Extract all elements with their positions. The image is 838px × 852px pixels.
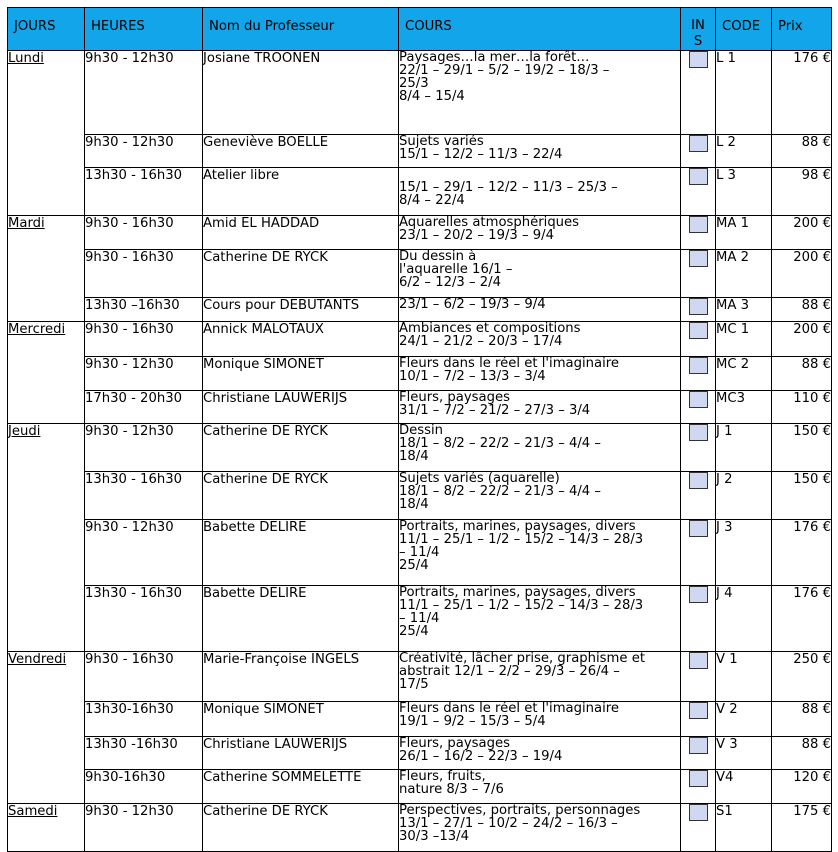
course-cell: [399, 168, 681, 216]
table-row: [8, 298, 832, 322]
course-cell: [399, 804, 681, 852]
course-cell: [399, 357, 681, 391]
inscription-checkbox[interactable]: [689, 357, 708, 374]
price-cell: 176 €: [772, 520, 832, 586]
teacher-cell: Catherine DE RYCK: [203, 472, 399, 520]
hours-cell: 9h30 - 12h30: [85, 357, 203, 391]
course-line: Fleurs dans le réel et l'imaginaire: [399, 701, 620, 716]
header-code: CODE: [716, 8, 772, 51]
course-line: 11/1 – 25/1 – 1/2 – 15/2 – 14/3 – 28/3: [399, 532, 644, 547]
price-cell: 200 €: [772, 216, 832, 250]
table-row: [8, 702, 832, 737]
hours-cell: 9h30 - 16h30: [85, 250, 203, 298]
course-line: 10/1 – 7/2 – 13/3 – 3/4: [399, 369, 546, 384]
table-row: [8, 51, 832, 135]
hours-cell: 9h30 - 16h30: [85, 216, 203, 250]
course-cell: [399, 737, 681, 770]
price-cell: 175 €: [772, 804, 832, 852]
course-line: 15/1 – 12/2 – 11/3 – 22/4: [399, 147, 563, 162]
teacher-cell: Babette DELIRE: [203, 520, 399, 586]
hours-cell: 9h30 - 16h30: [85, 322, 203, 357]
inscription-cell: [681, 298, 716, 322]
inscription-cell: [681, 250, 716, 298]
course-line: nature 8/3 – 7/6: [399, 782, 504, 797]
course-line: 30/3 –13/4: [399, 829, 470, 844]
hours-cell: 9h30 - 16h30: [85, 652, 203, 702]
inscription-cell: [681, 424, 716, 472]
teacher-cell: Catherine DE RYCK: [203, 250, 399, 298]
inscription-cell: [681, 520, 716, 586]
inscription-cell: [681, 737, 716, 770]
code-cell: V 1: [716, 652, 772, 702]
hours-cell: 9h30 - 12h30: [85, 520, 203, 586]
teacher-cell: Geneviève BOELLE: [203, 135, 399, 168]
header-row: [8, 8, 832, 51]
course-cell: [399, 586, 681, 652]
price-cell: 200 €: [772, 250, 832, 298]
code-cell: L 1: [716, 51, 772, 135]
course-line: Sujets variés: [399, 134, 484, 149]
code-cell: MA 3: [716, 298, 772, 322]
inscription-cell: [681, 135, 716, 168]
course-line: 23/1 – 6/2 – 19/3 – 9/4: [399, 297, 546, 312]
teacher-cell: Catherine DE RYCK: [203, 424, 399, 472]
inscription-checkbox[interactable]: [689, 652, 708, 669]
hours-cell: 9h30 - 12h30: [85, 424, 203, 472]
course-line: Aquarelles atmosphériques: [399, 215, 580, 230]
course-line: Fleurs, paysages: [399, 736, 510, 751]
course-line: 8/4 – 15/4: [399, 89, 465, 104]
header-professeur: Nom du Professeur: [203, 8, 399, 51]
price-cell: 176 €: [772, 51, 832, 135]
course-line: abstrait 12/1 – 2/2 – 29/3 – 26/4 –: [399, 664, 620, 679]
course-cell: [399, 770, 681, 804]
day-label: Jeudi: [8, 424, 41, 439]
course-line: 31/1 – 7/2 – 21/2 – 27/3 – 3/4: [399, 403, 591, 418]
table-row: [8, 250, 832, 298]
course-cell: [399, 298, 681, 322]
inscription-checkbox[interactable]: [689, 298, 708, 315]
table-row: [8, 357, 832, 391]
table-row: [8, 168, 832, 216]
header-jours: JOURS: [8, 8, 85, 51]
inscription-cell: [681, 804, 716, 852]
course-line: Du dessin à: [399, 249, 477, 264]
table-row: [8, 135, 832, 168]
day-cell: [8, 51, 85, 216]
day-label: Mardi: [8, 216, 45, 231]
teacher-cell: Annick MALOTAUX: [203, 322, 399, 357]
course-line: 23/1 – 20/2 – 19/3 – 9/4: [399, 228, 554, 243]
code-cell: J 2: [716, 472, 772, 520]
course-line: Portraits, marines, paysages, divers: [399, 585, 636, 600]
code-cell: MA 1: [716, 216, 772, 250]
course-line: Créativité, lâcher prise, graphisme et: [399, 651, 645, 666]
teacher-cell: Cours pour DEBUTANTS: [203, 298, 399, 322]
hours-cell: 9h30 - 12h30: [85, 51, 203, 135]
header-heures: HEURES: [85, 8, 203, 51]
inscription-cell: [681, 168, 716, 216]
table-row: [8, 652, 832, 702]
day-label: Vendredi: [8, 652, 67, 667]
hours-cell: 9h30 - 12h30: [85, 135, 203, 168]
hours-cell: 17h30 - 20h30: [85, 391, 203, 424]
course-line: 22/1 – 29/1 – 5/2 – 19/2 – 18/3 –: [399, 63, 610, 78]
inscription-cell: [681, 357, 716, 391]
inscription-checkbox[interactable]: [689, 472, 708, 489]
inscription-cell: [681, 472, 716, 520]
inscription-checkbox[interactable]: [689, 520, 708, 537]
course-cell: [399, 520, 681, 586]
course-cell: [399, 135, 681, 168]
inscription-cell: [681, 322, 716, 357]
course-line: Fleurs, paysages: [399, 390, 510, 405]
price-cell: 200 €: [772, 322, 832, 357]
course-cell: [399, 322, 681, 357]
table-row: [8, 391, 832, 424]
code-cell: MC3: [716, 391, 772, 424]
inscription-checkbox[interactable]: [689, 424, 708, 441]
code-cell: L 2: [716, 135, 772, 168]
hours-cell: 13h30 - 16h30: [85, 586, 203, 652]
table-row: [8, 322, 832, 357]
course-line: 25/3: [399, 76, 429, 91]
code-cell: V 2: [716, 702, 772, 737]
hours-cell: 13h30 - 16h30: [85, 472, 203, 520]
header-inscription: IN S: [681, 8, 716, 51]
inscription-checkbox[interactable]: [689, 135, 708, 152]
price-cell: 110 €: [772, 391, 832, 424]
course-cell: [399, 702, 681, 737]
course-line: 18/1 – 8/2 – 22/2 – 21/3 – 4/4 –: [399, 484, 601, 499]
table-row: [8, 804, 832, 852]
hours-cell: 13h30 - 16h30: [85, 168, 203, 216]
inscription-cell: [681, 216, 716, 250]
course-line: Fleurs dans le réel et l'imaginaire: [399, 356, 620, 371]
inscription-cell: [681, 51, 716, 135]
day-label: Samedi: [8, 804, 58, 819]
course-line: 17/5: [399, 677, 429, 692]
course-line: 24/1 – 21/2 – 20/3 – 17/4: [399, 334, 563, 349]
day-label: Mercredi: [8, 322, 66, 337]
day-cell: [8, 216, 85, 322]
day-cell: [8, 804, 85, 852]
course-line: Sujets variés (aquarelle): [399, 471, 560, 486]
table-row: [8, 424, 832, 472]
teacher-cell: Catherine SOMMELETTE: [203, 770, 399, 804]
inscription-checkbox[interactable]: [689, 702, 708, 719]
course-line: 6/2 – 12/3 – 2/4: [399, 275, 502, 290]
course-line: – 11/4: [399, 545, 440, 560]
table-row: [8, 472, 832, 520]
course-cell: [399, 391, 681, 424]
hours-cell: 9h30 - 12h30: [85, 804, 203, 852]
teacher-cell: Christiane LAUWERIJS: [203, 737, 399, 770]
course-line: 18/4: [399, 497, 429, 512]
price-cell: 88 €: [772, 702, 832, 737]
teacher-cell: Christiane LAUWERIJS: [203, 391, 399, 424]
course-cell: [399, 216, 681, 250]
inscription-checkbox[interactable]: [689, 250, 708, 267]
course-line: Ambiances et compositions: [399, 321, 581, 336]
inscription-cell: [681, 391, 716, 424]
inscription-checkbox[interactable]: [689, 391, 708, 408]
course-line: Dessin: [399, 423, 444, 438]
day-label: Lundi: [8, 51, 44, 66]
code-cell: MC 2: [716, 357, 772, 391]
inscription-checkbox[interactable]: [689, 804, 708, 821]
inscription-checkbox[interactable]: [689, 586, 708, 603]
inscription-cell: [681, 652, 716, 702]
course-line: Paysages…la mer…la forêt…: [399, 50, 590, 65]
course-line: 13/1 – 27/1 – 10/2 – 24/2 – 16/3 –: [399, 816, 618, 831]
price-cell: 150 €: [772, 424, 832, 472]
price-cell: 120 €: [772, 770, 832, 804]
day-cell: [8, 322, 85, 424]
inscription-checkbox[interactable]: [689, 168, 708, 185]
hours-cell: 13h30-16h30: [85, 702, 203, 737]
course-cell: [399, 250, 681, 298]
code-cell: V4: [716, 770, 772, 804]
price-cell: 98 €: [772, 168, 832, 216]
teacher-cell: Atelier libre: [203, 168, 399, 216]
course-cell: [399, 424, 681, 472]
teacher-cell: Monique SIMONET: [203, 357, 399, 391]
code-cell: J 3: [716, 520, 772, 586]
course-cell: [399, 472, 681, 520]
course-line: 26/1 – 16/2 – 22/3 – 19/4: [399, 749, 563, 764]
price-cell: 88 €: [772, 298, 832, 322]
table-row: [8, 216, 832, 250]
course-cell: [399, 51, 681, 135]
schedule-table: [7, 7, 832, 852]
code-cell: J 4: [716, 586, 772, 652]
course-line: 19/1 – 9/2 – 15/3 – 5/4: [399, 714, 546, 729]
hours-cell: 9h30-16h30: [85, 770, 203, 804]
course-line: – 11/4: [399, 611, 440, 626]
course-line: 11/1 – 25/1 – 1/2 – 15/2 – 14/3 – 28/3: [399, 598, 644, 613]
inscription-cell: [681, 586, 716, 652]
header-prix: Prix: [772, 8, 832, 51]
code-cell: J 1: [716, 424, 772, 472]
day-cell: [8, 652, 85, 804]
table-row: [8, 770, 832, 804]
price-cell: 88 €: [772, 135, 832, 168]
table-row: [8, 586, 832, 652]
table-row: [8, 520, 832, 586]
inscription-checkbox[interactable]: [689, 51, 708, 68]
course-cell: [399, 652, 681, 702]
teacher-cell: Amid EL HADDAD: [203, 216, 399, 250]
course-line: 18/4: [399, 449, 429, 464]
header-cours: COURS: [399, 8, 681, 51]
course-line: Portraits, marines, paysages, divers: [399, 519, 636, 534]
inscription-cell: [681, 702, 716, 737]
inscription-cell: [681, 770, 716, 804]
course-line: l'aquarelle 16/1 –: [399, 262, 513, 277]
teacher-cell: Babette DELIRE: [203, 586, 399, 652]
day-cell: [8, 424, 85, 652]
course-line: 25/4: [399, 558, 429, 573]
hours-cell: 13h30 –16h30: [85, 298, 203, 322]
course-line: Fleurs, fruits,: [399, 769, 486, 784]
hours-cell: 13h30 -16h30: [85, 737, 203, 770]
course-line: 18/1 – 8/2 – 22/2 – 21/3 – 4/4 –: [399, 436, 601, 451]
course-line: 8/4 – 22/4: [399, 193, 465, 208]
course-line: Perspectives, portraits, personnages: [399, 803, 641, 818]
code-cell: V 3: [716, 737, 772, 770]
teacher-cell: Monique SIMONET: [203, 702, 399, 737]
code-cell: MA 2: [716, 250, 772, 298]
table-row: [8, 737, 832, 770]
inscription-checkbox[interactable]: [689, 770, 708, 787]
inscription-checkbox[interactable]: [689, 322, 708, 339]
code-cell: S1: [716, 804, 772, 852]
code-cell: MC 1: [716, 322, 772, 357]
course-line: 25/4: [399, 624, 429, 639]
teacher-cell: Josiane TROONEN: [203, 51, 399, 135]
price-cell: 150 €: [772, 472, 832, 520]
teacher-cell: Catherine DE RYCK: [203, 804, 399, 852]
teacher-cell: Marie-Françoise INGELS: [203, 652, 399, 702]
price-cell: 250 €: [772, 652, 832, 702]
course-line: 15/1 – 29/1 – 12/2 – 11/3 – 25/3 –: [399, 180, 618, 195]
price-cell: 176 €: [772, 586, 832, 652]
inscription-checkbox[interactable]: [689, 737, 708, 754]
code-cell: L 3: [716, 168, 772, 216]
price-cell: 88 €: [772, 357, 832, 391]
inscription-checkbox[interactable]: [689, 216, 708, 233]
price-cell: 88 €: [772, 737, 832, 770]
